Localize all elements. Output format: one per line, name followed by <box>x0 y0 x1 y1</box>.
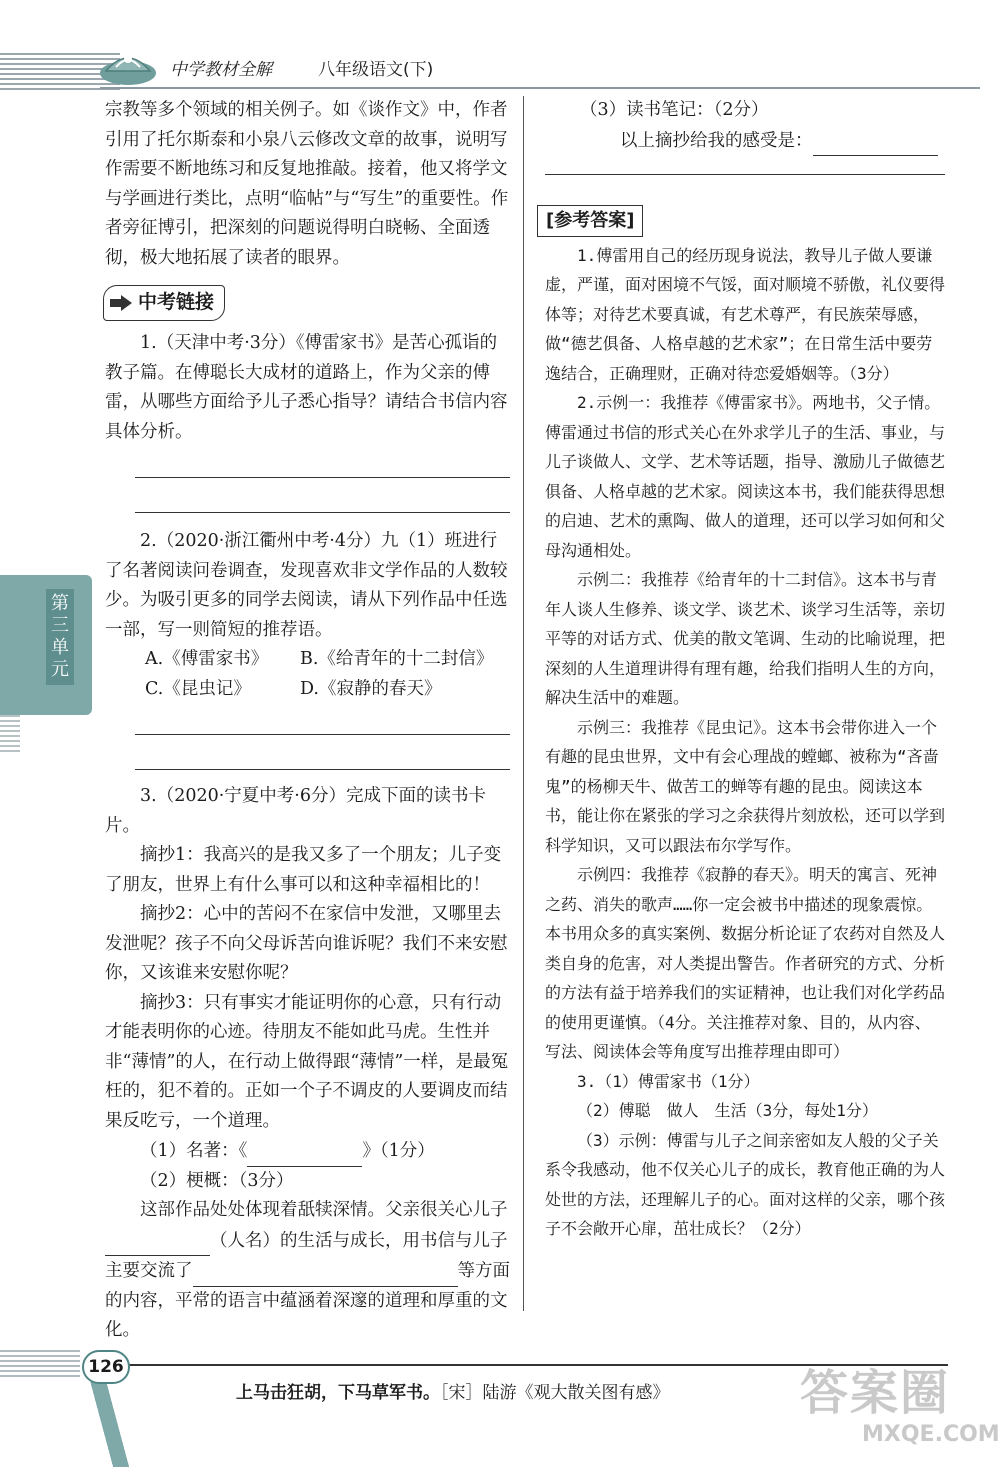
column-divider <box>523 96 524 1311</box>
book-title: 中学教材全解 <box>170 60 272 80</box>
right-column <box>545 96 945 1244</box>
unit-label: 第三单元 <box>46 589 74 685</box>
q3-1 <box>105 1136 510 1167</box>
option-d: D.《寂静的春天》 <box>300 678 442 699</box>
answer-2-example-1: 2.示例一：我推荐《傅雷家书》。两地书，父子情。傅雷通过书信的形式关心在外求学儿子的生活、事业，与儿子谈做人、文学、艺术等话题，指导、激励儿子做德艺俱备、人格卓越的艺术家。阅读这本书，我们能获得思想的启迪、艺术的熏陶、做人的道理，还可以学习如何和父母沟通相处。 <box>545 393 946 560</box>
q3-3-prompt <box>545 126 945 157</box>
option-a: A.《傅雷家书》 <box>145 649 269 669</box>
answer-2-example-4: 示例四：我推荐《寂静的春天》。明天的寓言、死神之药、消失的歌声……你一定会被书中描述的现象震惊。本书用众多的真实案例、数据分析论证了农药对自然及人类自身的危害，对人类提出警告。作者研究的方式、分析的方法有益于培养我们的实证精神，也让我们对化学药品的使用更谨慎。（4分。关注推荐对象、目的，从内容、写法、阅读体会等角度写出推荐理由即可） <box>545 865 946 1061</box>
page-header <box>0 35 1000 95</box>
answer-3-1: 3.（1）傅雷家书（1分） <box>577 1071 760 1091</box>
q3-3: （3）读书笔记：（2分） <box>580 100 769 120</box>
summary-part-a: 这部作品处处体现着舐犊深情。父亲很关心儿子 <box>140 1200 508 1220</box>
question-1: 1.（天津中考·3分）《傅雷家书》是苦心孤诣的教子篇。在傅聪长大成材的道路上，作为父亲的傅雷，从哪些方面给予儿子悉心指导？请结合书信内容具体分析。 <box>105 333 508 442</box>
option-c: C.《昆虫记》 <box>145 678 251 699</box>
person-name-blank <box>105 1226 210 1257</box>
answer-line <box>135 704 510 735</box>
section-title: 中考链接 <box>138 291 215 313</box>
footer-quote <box>236 1378 670 1403</box>
excerpt-2: 摘抄2：心中的苦闷不在家信中发泄，又哪里去发泄呢？孩子不向父母诉苦向谁诉呢？我们不来安慰你，又该谁来安慰你呢？ <box>105 904 508 983</box>
header-rule <box>100 87 980 89</box>
page-number: 126 <box>82 1350 130 1384</box>
quote-text: 上马击狂胡，下马草军书。 <box>236 1383 440 1403</box>
answer-line <box>545 174 945 175</box>
answer-line <box>135 482 510 513</box>
answer-3-3: （3）示例：傅雷与儿子之间亲密如友人般的父子关系令我感动，他不仅关心儿子的成长，教育他正确的为人处世的方法，还理解儿子的心。面对这样的父亲，哪个孩子不会敞开心扉，茁壮成长？（2分） <box>545 1130 946 1238</box>
footer-ribbon <box>84 1382 134 1467</box>
watermark-url: MXQE.COM <box>862 1422 1000 1447</box>
side-decoration <box>0 715 20 755</box>
feeling-blank <box>813 126 938 157</box>
answer-line <box>135 447 510 478</box>
summary <box>105 1196 510 1346</box>
q2-options <box>105 645 510 704</box>
arrow-icon <box>110 295 132 311</box>
watermark-logo: 答案圈 <box>800 1365 951 1421</box>
summary-part-c: 等方面的内容，平常的语言中蕴涵着深邃的道理和厚重的文化。 <box>105 1261 510 1340</box>
summary-part-b: （人名）的生活与成长，用书信与儿子主要交流了 <box>105 1230 508 1281</box>
excerpt-1: 摘抄1：我高兴的是我又多了一个朋友；儿子变了朋友，世界上有什么事可以和这种幸福相比的！ <box>105 845 502 895</box>
answer-line <box>135 739 510 770</box>
answer-2-example-2: 示例二：我推荐《给青年的十二封信》。这本书与青年人谈人生修养、谈文学、谈艺术、谈学习生活等，亲切平等的对话方式、优美的散文笔调、生动的比喻说理，把深刻的人生道理讲得有理有趣，给我们指明人生的方向，解决生活中的难题。 <box>545 570 946 707</box>
question-3: 3.（2020·宁夏中考·6分）完成下面的读书卡片。 <box>105 786 486 836</box>
question-2: 2.（2020·浙江衢州中考·4分）九（1）班进行了名著阅读问卷调查，发现喜欢非文学作品的人数较少。为吸引更多的同学去阅读，请从下列作品中任选一部，写一则简短的推荐语。 <box>105 531 508 640</box>
option-b: B.《给青年的十二封信》 <box>300 649 494 669</box>
book-name-blank <box>247 1136 362 1167</box>
topics-blank <box>193 1256 458 1287</box>
section-box <box>103 285 225 321</box>
q3-1-prefix: （1）名著：《 <box>140 1141 248 1161</box>
page-footer <box>0 1340 1000 1465</box>
q3-3-prompt-text: 以上摘抄给我的感受是： <box>620 130 813 151</box>
reference-answer-title: [参考答案] <box>537 205 643 237</box>
book-logo-icon <box>96 41 160 87</box>
intro-paragraph: 宗教等多个领域的相关例子。如《谈作文》中，作者引用了托尔斯泰和小泉八云修改文章的故事，说明写作需要不断地练习和反复地推敲。接着，他又将学文与学画进行类比，点明“临帖”与“写生”的重要性。作者旁征博引，把深刻的问题说得明白晓畅、全面透彻，极大地拓展了读者的眼界。 <box>105 100 509 268</box>
answer-1: 1.傅雷用自己的经历现身说法，教导儿子做人要谦虚，严谨，面对困境不气馁，面对顺境不骄傲，礼仪要得体等；对待艺术要真诚，有艺术尊严，有民族荣辱感，做“德艺俱备、人格卓越的艺术家”；在日常生活中要劳逸结合，正确理财，正确对待恋爱婚姻等。（3分） <box>545 245 946 383</box>
footer-decoration <box>0 1350 80 1380</box>
left-column <box>105 96 510 1346</box>
section-heading <box>103 285 510 319</box>
book-subtitle: 八年级语文(下) <box>318 60 434 80</box>
quote-source: ［宋］陆游《观大散关图有感》 <box>440 1383 670 1403</box>
answer-2-example-3: 示例三：我推荐《昆虫记》。这本书会带你进入一个有趣的昆虫世界，文中有会心理战的螳螂、被称为“吝啬鬼”的杨柳天牛、做苦工的蝉等有趣的昆虫。阅读这本书，能让你在紧张的学习之余获得片刻放松，还可以学到科学知识，又可以跟法布尔学写作。 <box>545 717 946 855</box>
answer-3-2: （2）傅聪 做人 生活（3分，每处1分） <box>577 1101 878 1120</box>
q3-1-suffix: 》（1分） <box>362 1141 435 1161</box>
unit-side-tab <box>0 575 92 715</box>
excerpt-3: 摘抄3：只有事实才能证明你的心意，只有行动才能表明你的心迹。待朋友不能如此马虎。生性并非“薄情”的人，在行动上做得跟“薄情”一样，是最冤枉的，犯不着的。正如一个子不调皮的人要调皮而结果反吃亏，一个道理。 <box>105 992 509 1131</box>
q3-2: （2）梗概：（3分） <box>140 1170 294 1191</box>
